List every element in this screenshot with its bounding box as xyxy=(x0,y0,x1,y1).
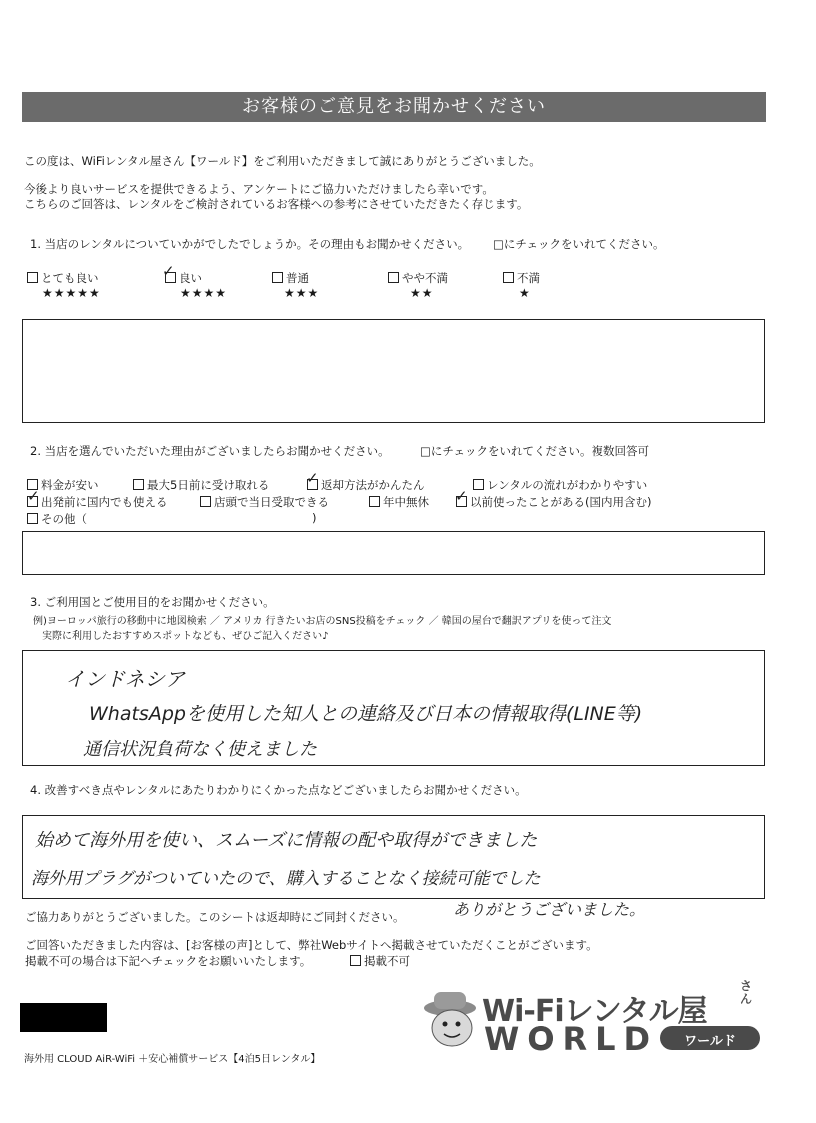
q4-answer-box[interactable] xyxy=(22,815,765,899)
q2-option-4[interactable] xyxy=(473,477,647,493)
intro-line-3: こちらのご回答は、レンタルをご検討されているお客様への参考にさせていただきたく存じます。 xyxy=(24,197,529,211)
checkbox[interactable] xyxy=(503,272,514,283)
q2-option-label: レンタルの流れがわかりやすい xyxy=(487,478,648,492)
q2-option-5[interactable] xyxy=(27,494,168,510)
q3-question: 3. ご利用国とご使用目的をお聞かせください。 xyxy=(30,595,275,609)
intro-line-1: この度は、WiFiレンタル屋さん【ワールド】をご利用いただきまして誠にありがとうございました。 xyxy=(24,154,541,168)
q3-example-1: 例)ヨーロッパ旅行の移動中に地図検索 ／ アメリカ 行きたいお店のSNS投稿をチェック ／ 韓国の屋台で翻訳アプリを使って注文 xyxy=(33,616,612,627)
page-title: お客様のご意見をお聞かせください xyxy=(242,96,546,117)
q4-answer-line-3: ありがとうございました。 xyxy=(453,900,646,919)
q1-option-1[interactable] xyxy=(27,270,99,286)
q1-option-5[interactable] xyxy=(503,270,540,286)
q1-option-4[interactable] xyxy=(388,270,448,286)
q2-option-other[interactable] xyxy=(27,511,87,527)
logo-text-line-1: Wi-Fiレンタル屋 xyxy=(482,994,707,1029)
logo-text-line-2: WORLD xyxy=(484,1020,659,1058)
footer-thanks: ご協力ありがとうございました。このシートは返却時にご同封ください。 xyxy=(25,910,405,924)
q4-answer-line-2: 海外用プラグがついていたので、購入することなく接続可能でした xyxy=(31,869,541,889)
intro-line-2: 今後より良いサービスを提供できるよう、アンケートにご協力いただけましたら幸いです。 xyxy=(24,182,494,196)
q1-stars-2: ★★★★ xyxy=(180,286,228,300)
checkbox[interactable] xyxy=(27,272,38,283)
check-mark-icon: ✓ xyxy=(27,487,40,505)
q2-question: 2. 当店を選んでいただいた理由がございましたらお聞かせください。 xyxy=(30,444,390,458)
q2-option-8[interactable] xyxy=(456,494,651,510)
q2-option-7[interactable] xyxy=(369,494,429,510)
q1-option-label: 不満 xyxy=(517,271,540,285)
header-bar xyxy=(22,92,766,122)
check-mark-icon: ✓ xyxy=(306,469,319,487)
q2-option-label: 年中無休 xyxy=(383,495,429,509)
q4-answer-line-1: 始めて海外用を使い、スムーズに情報の配や取得ができました xyxy=(35,830,538,851)
q3-example-2: 実際に利用したおすすめスポットなども、ぜひご記入ください♪ xyxy=(42,631,329,642)
q3-answer-line-2: WhatsAppを使用した知人との連絡及び日本の情報取得(LINE等) xyxy=(89,703,643,725)
q2-option-label: 料金が安い xyxy=(41,478,99,492)
q2-other-close: ) xyxy=(312,511,317,525)
service-label: 海外用 CLOUD AiR-WiFi ＋安心補償サービス【4泊5日レンタル】 xyxy=(24,1054,321,1065)
q1-option-label: やや不満 xyxy=(402,271,448,285)
q2-option-label: 出発前に国内でも使える xyxy=(41,495,168,509)
q3-answer-line-1: インドネシア xyxy=(65,667,185,691)
q1-option-label: 普通 xyxy=(286,271,309,285)
q3-answer-box[interactable] xyxy=(22,650,765,766)
checkbox[interactable] xyxy=(388,272,399,283)
q2-answer-box[interactable] xyxy=(22,531,765,575)
q2-option-label: その他（ xyxy=(41,512,87,526)
q1-option-label: とても良い xyxy=(41,271,99,285)
checkbox[interactable] xyxy=(27,513,38,524)
q2-option-label: 最大5日前に受け取れる xyxy=(147,478,270,492)
q1-stars-5: ★ xyxy=(519,286,531,300)
check-mark-icon: ✓ xyxy=(162,262,175,280)
q2-option-label: 以前使ったことがある(国内用含む) xyxy=(470,495,652,509)
q2-option-2[interactable] xyxy=(133,477,269,493)
q2-option-3[interactable] xyxy=(307,477,425,493)
checkbox[interactable] xyxy=(272,272,283,283)
checkbox[interactable] xyxy=(133,479,144,490)
checkbox[interactable] xyxy=(473,479,484,490)
no-publish-label: 掲載不可 xyxy=(364,954,410,968)
checkbox[interactable] xyxy=(200,496,211,507)
q2-option-6[interactable] xyxy=(200,494,329,510)
company-logo xyxy=(420,979,765,1058)
q1-option-label: 良い xyxy=(179,271,202,285)
q1-question: 1. 当店のレンタルについていかがでしたでしょうか。その理由もお聞かせください。 xyxy=(30,237,470,251)
q3-answer-line-3: 通信状況負荷なく使えました xyxy=(83,739,317,760)
q1-instruction: □にチェックをいれてください。 xyxy=(493,237,665,251)
footer-notice-2-text: 掲載不可の場合は下記へチェックをお願いいたします。 xyxy=(25,954,312,968)
q2-option-label: 返却方法がかんたん xyxy=(321,478,425,492)
logo-text-san: さん xyxy=(740,979,753,1006)
footer-notice-2 xyxy=(25,953,311,969)
checkbox[interactable] xyxy=(350,955,361,966)
q1-stars-3: ★★★ xyxy=(284,286,320,300)
logo-badge: ワールド xyxy=(684,1034,736,1049)
q4-question: 4. 改善すべき点やレンタルにあたりわかりにくかった点などございましたらお聞かせください。 xyxy=(30,783,527,797)
q2-instruction: □にチェックをいれてください。複数回答可 xyxy=(420,444,650,458)
footer-notice-1: ご回答いただきました内容は、[お客様の声]として、弊社Webサイトへ掲載させていただくことがございます。 xyxy=(25,938,598,952)
q1-option-3[interactable] xyxy=(272,270,309,286)
q2-option-label: 店頭で当日受取できる xyxy=(214,495,329,509)
check-mark-icon: ✓ xyxy=(455,487,468,505)
q1-stars-1: ★★★★★ xyxy=(42,286,101,300)
redaction-block xyxy=(20,1003,107,1032)
q1-answer-box[interactable] xyxy=(22,319,765,423)
checkbox[interactable] xyxy=(369,496,380,507)
q1-stars-4: ★★ xyxy=(410,286,434,300)
no-publish-option[interactable] xyxy=(350,953,410,969)
